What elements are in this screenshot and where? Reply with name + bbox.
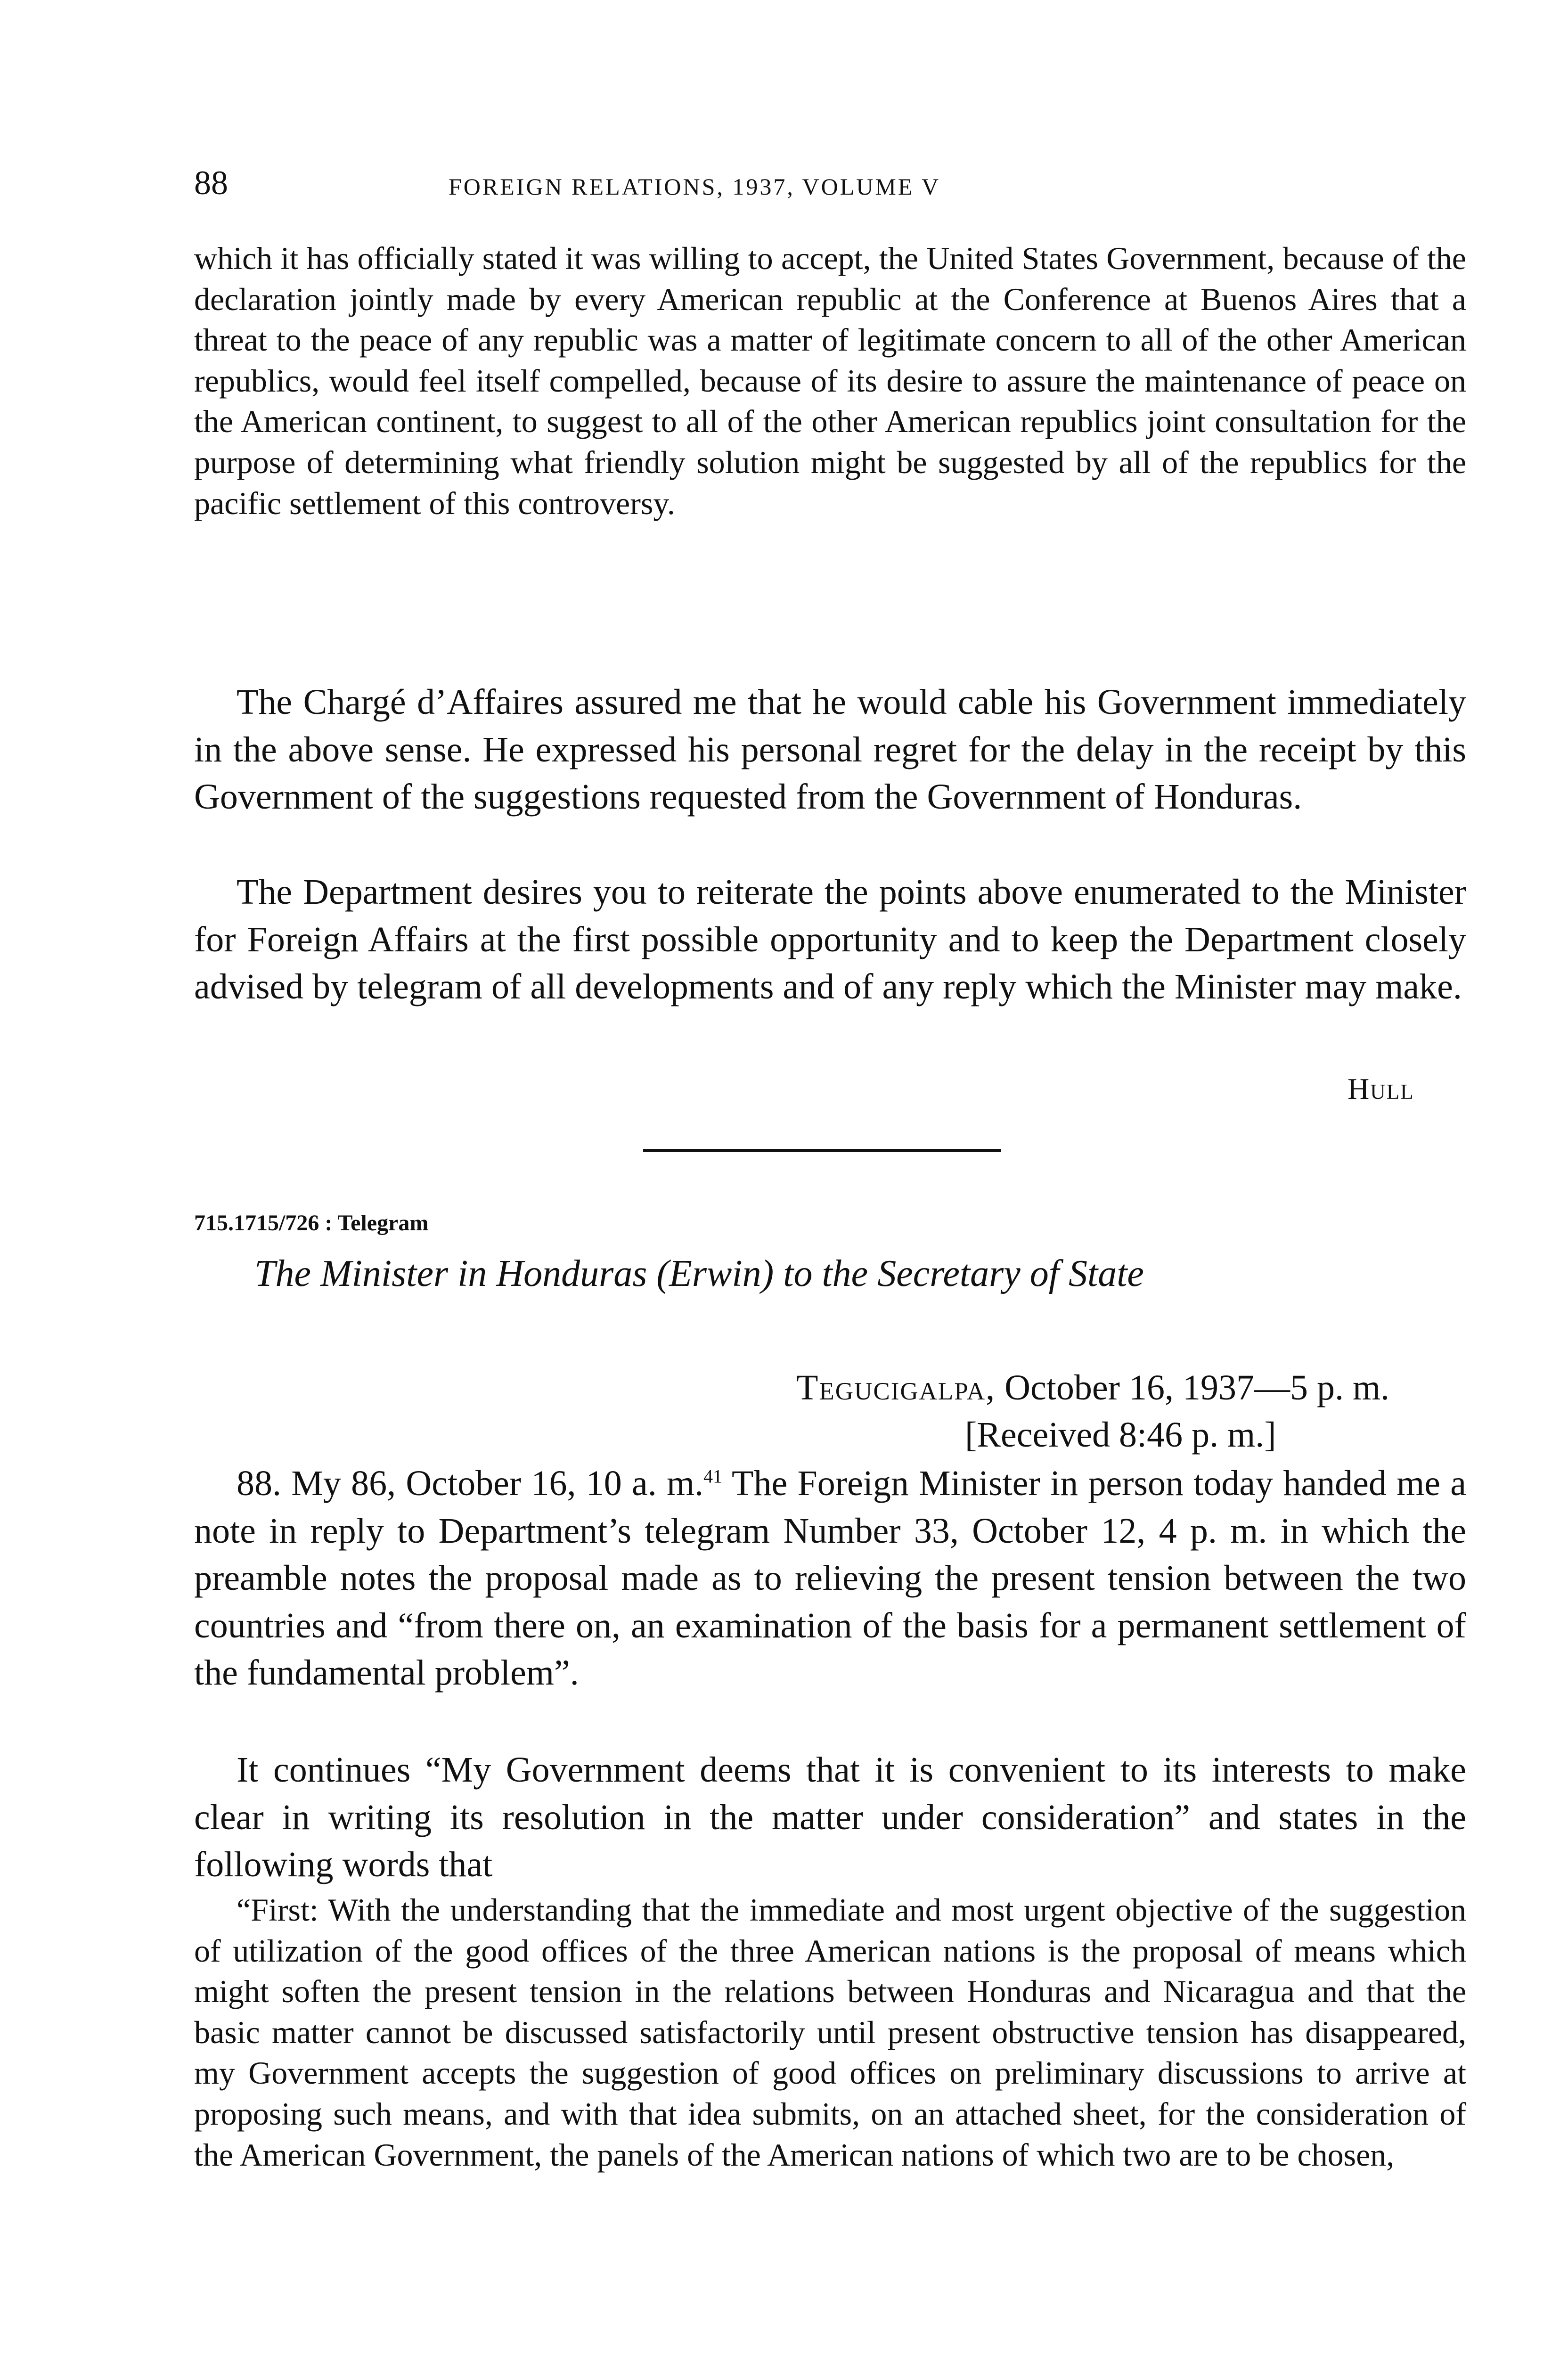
- page-header: [194, 159, 1466, 211]
- footnote-reference[interactable]: 41: [703, 1465, 723, 1487]
- telegram-reference: 88. My 86, October 16, 10 a. m.: [237, 1464, 704, 1503]
- paragraph-charge-daffaires: The Chargé d’Affaires assured me that he would cable his Government immediately in the above sense. He expressed his personal regret for the delay in the receipt by this Government of the suggestions requested from the Government of Honduras.: [194, 682, 1466, 817]
- running-head: FOREIGN RELATIONS, 1937, VOLUME V: [449, 173, 941, 200]
- file-reference: 715.1715/726 : Telegram: [194, 1211, 429, 1235]
- document-title: The Minister in Honduras (Erwin) to the Secretary of State: [254, 1253, 1144, 1294]
- telegram-body-text: The Foreign Minister in person today handed me a note in reply to Department’s telegram Number 33, October 12, 4 p. m. in which the preamble notes the proposal made as to relieving the present tension between the two countries and “from there on, an examination of the basis for a permanent settlement of the fundamental problem”.: [194, 1464, 1466, 1693]
- paragraph-continues: It continues “My Government deems that it is convenient to its interests to make clear in writing its resolution in the matter under consideration” and states in the following words that: [194, 1750, 1466, 1884]
- received-time: [Received 8:46 p. m.]: [965, 1415, 1276, 1455]
- dateline-place: Tegucigalpa,: [796, 1368, 996, 1407]
- page-number: 88: [194, 164, 228, 202]
- paragraph-telegram-body: [194, 1460, 1466, 1697]
- section-divider: [643, 1149, 1001, 1152]
- signature: Hull: [1348, 1072, 1414, 1105]
- dateline: [796, 1364, 1389, 1411]
- paragraph-department-instructions: The Department desires you to reiterate the points above enumerated to the Minister for Foreign Affairs at the first possible opportunity and to keep the Department closely advised by telegram of all developments and of any reply which the Minister may make.: [194, 872, 1466, 1006]
- paragraph-continuation: which it has officially stated it was willing to accept, the United States Government, because of the declaration jointly made by every American republic at the Conference at Buenos Aires that a threat to the peace of any republic was a matter of legitimate concern to all of the other American republics, would feel itself compelled, because of its desire to assure the maintenance of peace on the American continent, to suggest to all of the other American republics joint consultation for the purpose of determining what friendly solution might be suggested by all of the republics for the pacific settlement of this controversy.: [194, 240, 1466, 521]
- quoted-note-text: “First: With the understanding that the immediate and most urgent objective of the suggestion of utilization of the good offices of the three American nations is the proposal of means which might soften the present tension in the relations between Honduras and Nicaragua and that the basic matter cannot be discussed satisfactorily until present obstructive tension has disappeared, my Government accepts the suggestion of good offices on preliminary discussions to arrive at proposing such means, and with that idea submits, on an attached sheet, for the consideration of the American Government, the panels of the American nations of which two are to be chosen,: [194, 1892, 1466, 2173]
- dateline-date: October 16, 1937—5 p. m.: [996, 1368, 1390, 1407]
